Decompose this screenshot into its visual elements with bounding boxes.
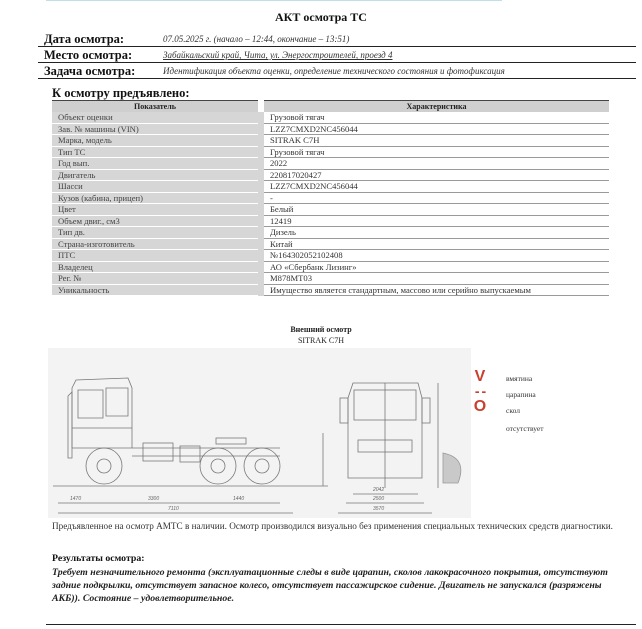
header-label: Задача осмотра: [44,64,136,78]
spec-key: Кузов (кабина, прицеп) [52,192,261,204]
document-title: АКТ осмотра ТС [275,10,367,24]
scratch-icon: - - [474,383,486,399]
header-label: Дата осмотра: [44,32,125,46]
table-row [52,250,609,262]
truck-front-view [338,383,461,513]
header-label: Место осмотра: [44,48,133,62]
spec-value: №164302052102408 [261,250,609,262]
header-row-place [38,47,636,63]
section-title: К осмотру предъявлено: [52,86,190,100]
table-row [52,158,609,170]
spec-key: Год вып. [52,158,261,170]
spec-value: LZZ7CMXD2NC456044 [261,123,609,135]
legend-item-chip [468,398,588,418]
table-row [52,112,609,123]
truck-schematic [48,348,471,518]
spec-value: Белый [261,204,609,216]
table-row [52,169,609,181]
table-row [52,204,609,216]
table-row [52,181,609,193]
header-value: 07.05.2025 г. (начало – 12:44, окончание – 13:51) [163,34,350,44]
inspection-note: Предъявленное на осмотр АМТС в наличии. Осмотр производился визуально без применения специальных технических средств диагностики. [52,521,613,531]
spec-value: SITRAK C7H [261,135,609,147]
spec-key: ПТС [52,250,261,262]
chip-icon: O [473,398,487,415]
table-row [52,238,609,250]
spec-value: Грузовой тягач [261,146,609,158]
table-row [52,227,609,239]
table-row [52,192,609,204]
spec-value: М878МТ03 [261,273,609,285]
results-title: Результаты осмотра: [52,553,145,564]
spec-value: 220817020427 [261,169,609,181]
truck-side-view [53,378,328,513]
table-row [52,261,609,273]
table-row [52,146,609,158]
dimension-label: 3570 [373,506,385,512]
legend-label: отсутствует [506,424,544,433]
spec-value: Китай [261,238,609,250]
spec-key: Тип дв. [52,227,261,239]
spec-key: Зав. № машины (VIN) [52,123,261,135]
table-row [52,284,609,296]
spec-key: Объем двиг., см3 [52,215,261,227]
dimension-label: 1470 [70,496,82,502]
header-value: Идентификация объекта оценки, определение технического состояния и фотофиксация [163,66,505,76]
table-row [52,135,609,147]
legend-label: вмятина [506,374,533,383]
table-row [52,273,609,285]
table-header-row [52,101,609,113]
dimension-label: 3300 [148,496,160,502]
table-row [52,215,609,227]
top-border-line [46,0,502,1]
legend-label: царапина [506,390,536,399]
dimension-label: 2042 [373,487,385,493]
exterior-title: Внешний осмотр [290,325,352,334]
legend-label: скол [506,406,520,415]
results-underline [46,624,636,625]
dimension-label: 7110 [168,506,179,512]
spec-key: Объект оценки [52,112,261,123]
dimension-label: 1440 [233,496,245,502]
spec-key: Шасси [52,181,261,193]
table-row [52,123,609,135]
dimension-label: 2500 [373,496,385,502]
spec-key: Двигатель [52,169,261,181]
spec-key: Тип ТС [52,146,261,158]
spec-value: Грузовой тягач [261,112,609,123]
exterior-subtitle: SITRAK C7H [297,336,344,345]
spec-key: Страна-изготовитель [52,238,261,250]
spec-value: АО «Сбербанк Лизинг» [261,261,609,273]
spec-key: Уникальность [52,284,261,296]
spec-key: Марка, модель [52,135,261,147]
header-value: Забайкальский край, Чита, ул. Энергостроителей, проезд 4 [163,50,393,60]
header-row-date [38,31,636,47]
spec-key: Рег. № [52,273,261,285]
results-text: Требует незначительного ремонта (эксплуатационные следы в виде царапин, сколов лакокрасочного покрытия, отсутствуют задние подкрылки, отсутствует запасное колесо, отсутствует пассажирское сидение. Двигатель не запускался (разряжены АКБ)). Состояние – удовлетворительное. [52,567,608,604]
spec-value: Дизель [261,227,609,239]
spec-table [52,100,609,296]
truck-drawing [48,348,471,518]
dent-icon: V [474,368,486,385]
spec-value: LZZ7CMXD2NC456044 [261,181,609,193]
spec-value: 2022 [261,158,609,170]
header-row-task [38,63,636,79]
column-header: Характеристика [261,101,609,113]
spec-key: Цвет [52,204,261,216]
spec-value: Имущество является стандартным, массово или серийно выпускаемым [261,284,609,296]
spec-key: Владелец [52,261,261,273]
spec-value: 12419 [261,215,609,227]
column-header: Показатель [52,101,261,113]
legend-item-missing [468,420,588,436]
spec-value: - [261,192,609,204]
